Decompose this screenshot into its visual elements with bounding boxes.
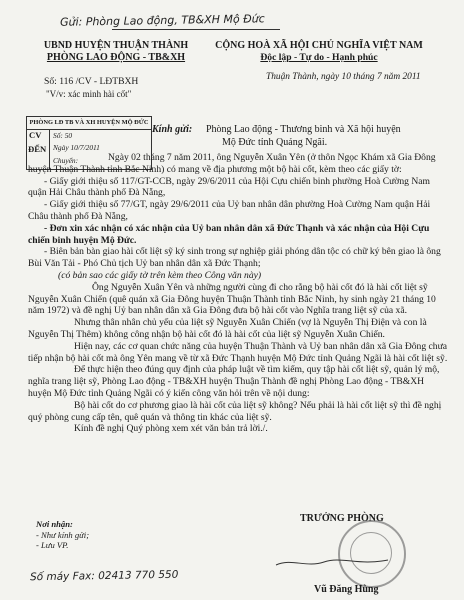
paragraph: - Giấy giới thiệu số 117/GT-CCB, ngày 29/6/2011 của Hội Cựu chiến binh phường Hoà Cường Nam quận Hải Châu thành phố Đà Nẵng, xyxy=(28,175,431,199)
recipients-list xyxy=(36,519,89,551)
national-slogan: Độc lập - Tự do - Hạnh phúc xyxy=(260,52,378,63)
stamp-date: Ngày 10/7/2011 xyxy=(53,143,100,152)
handwritten-fax-note: Số máy Fax: 02413 770 550 xyxy=(29,568,179,584)
paragraph: Ngày 02 tháng 7 năm 2011, ông Nguyễn Xuân Yên (ở thôn Ngọc Khám xã Gia Đông huyện Thuận Thành tỉnh Bắc Ninh) có mang về địa phương một bộ hài cốt, kèm theo các giấy tờ: xyxy=(28,152,436,175)
paragraph: (có bản sao các giấy tờ trên kèm theo Công văn này) xyxy=(58,269,262,281)
signer-name: Vũ Đăng Hùng xyxy=(314,584,379,595)
recipients-heading: Nơi nhận: xyxy=(36,519,73,529)
handwritten-top-note: Gửi: Phòng Lao động, TB&XH Mộ Đức xyxy=(59,12,265,29)
paragraph: Hiện nay, các cơ quan chức năng của huyện Thuận Thành và Uỷ ban nhân dân xã Gia Đông chưa tiếp nhận bộ hài cốt mà ông Yên mang về từ xã Đức Thạnh huyện Mộ Đức tỉnh Quảng Ngãi là hài cốt liệt sỹ. xyxy=(28,340,448,364)
recipients-item: - Lưu VP. xyxy=(36,540,69,550)
signature-mark xyxy=(272,558,392,568)
official-seal xyxy=(338,520,406,588)
paragraph: Để thực hiện theo đúng quy định của pháp luật về tìm kiếm, quy tập hài cốt liệt sỹ, quản lý mộ, nghĩa trang liệt sỹ, Phòng Lao động - TB&XH huyện Thuận Thành đề nghị Phòng Lao động - TB&XH huyện Mộ Đức tỉnh Quảng Ngãi có ý kiến công văn hỏi trên về nội dung: xyxy=(28,364,440,399)
agency-office: PHÒNG LAO ĐỘNG - TB&XH xyxy=(46,52,186,63)
recipient-line-1: Phòng Lao động - Thương binh và Xã hội huyện xyxy=(206,124,401,135)
stamp-forward: Chuyển: xyxy=(53,156,79,165)
national-title: CỘNG HOÀ XÃ HỘI CHỦ NGHĨA VIỆT NAM xyxy=(215,40,423,51)
stamp-den: ĐẾN xyxy=(28,144,47,154)
paragraph: Kính đề nghị Quý phòng xem xét văn bản trả lời./. xyxy=(74,423,268,435)
recipient-line-2: Mộ Đức tỉnh Quảng Ngãi. xyxy=(222,137,328,148)
issuing-agency xyxy=(36,40,196,64)
paragraph: - Biên bản bàn giao hài cốt liệt sỹ ký sinh trong sự nghiệp giải phóng dân tộc có chữ ký bên giao là ông Bùi Văn Tải - Phó Chủ tịch Uỷ ban nhân dân xã Đức Thạnh; xyxy=(28,246,441,270)
signer-position: TRƯỞNG PHÒNG xyxy=(300,513,384,524)
document-body xyxy=(28,152,448,435)
document-date: Thuận Thành, ngày 10 tháng 7 năm 2011 xyxy=(266,72,421,82)
paragraph: Nhưng thân nhân chủ yếu của liệt sỹ Nguyễn Xuân Chiến (vợ là Nguyễn Thị Điện và con là Nguyễn Thị Thêm) không công nhận bộ hài cốt đó là hài cốt của liệt sỹ Nguyễn Xuân Chiến. xyxy=(28,317,427,340)
paragraph: Ông Nguyễn Xuân Yên và những người cùng đi cho rằng bộ hài cốt đó là hài cốt liệt sỹ Nguyễn Xuân Chiến (quê quán xã Gia Đông huyện Thuận Thành tỉnh Bắc Ninh, hy sinh ngày 21 tháng 10 năm 1972) và đề nghị Uỷ ban nhân dân xã Gia Đông đưa bộ hài cốt vào Nghĩa trang liệt sỹ của xã. xyxy=(28,281,436,317)
stamp-number: Số: 50 xyxy=(53,131,73,140)
document-number: Số: 116 /CV - LĐTBXH xyxy=(44,76,139,87)
recipients-item: - Như kính gửi; xyxy=(36,529,90,540)
recipient-label: Kính gửi: xyxy=(152,124,193,135)
paragraph: Bộ hài cốt do cơ phương giao là hài cốt của liệt sỹ không? Nếu phải là hài cốt liệt sỹ thì đề nghị quý phòng cung cấp tên, quê quán và thông tin khác của liệt sỹ. xyxy=(28,399,442,423)
stamp-title: PHÒNG LĐ TB VÀ XH HUYỆN MỘ ĐỨC xyxy=(27,118,151,130)
agency-district: UBND HUYỆN THUẬN THÀNH xyxy=(43,40,189,51)
paragraph: - Đơn xin xác nhận có xác nhận của Uỷ ban nhân dân xã Đức Thạnh và xác nhận của Hội Cựu chiến binh huyện Mộ Đức. xyxy=(28,222,430,246)
stamp-cv: CV xyxy=(29,130,42,140)
paragraph: - Giấy giới thiệu số 77/GT, ngày 29/6/2011 của Uỷ ban nhân dân phường Hoà Cường Nam quận Hải Châu thành phố Đà Nẵng, xyxy=(28,199,431,222)
handwritten-underline xyxy=(112,29,280,30)
document-subject: "V/v: xác minh hài cốt" xyxy=(46,89,132,99)
national-motto xyxy=(188,40,450,64)
